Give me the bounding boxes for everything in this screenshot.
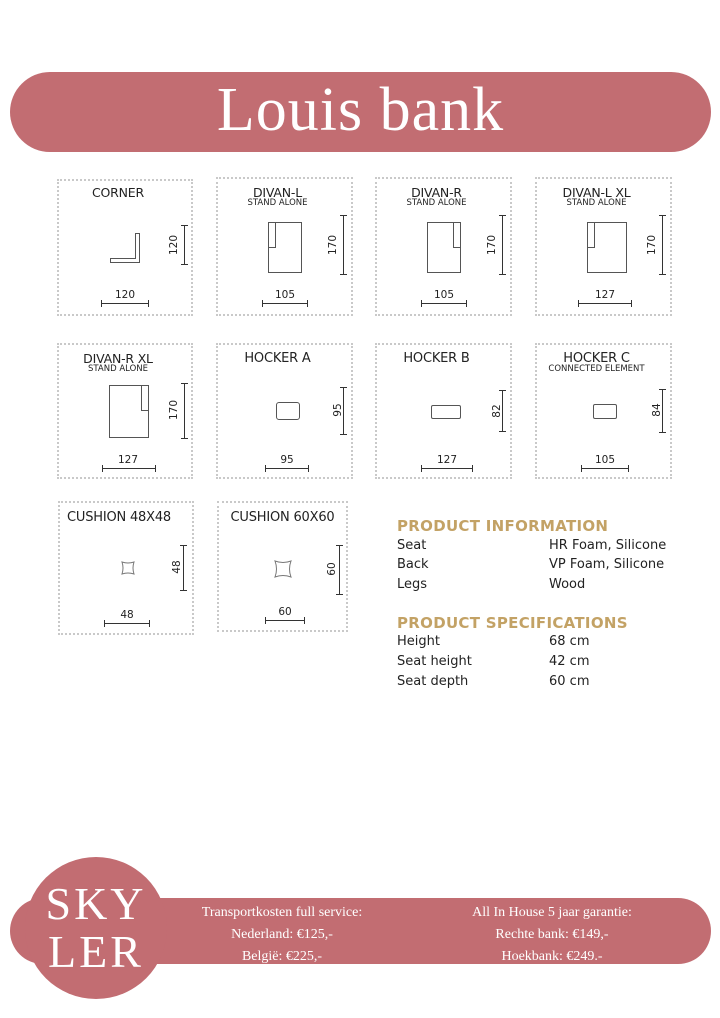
warranty-block — [422, 902, 682, 968]
height-dimension — [662, 215, 663, 275]
info-value-legs: Wood — [549, 577, 586, 592]
element-card-divan-l-xl — [535, 177, 672, 316]
width-dimension — [104, 623, 150, 624]
info-value-seat: HR Foam, Silicone — [549, 538, 667, 553]
height-label: 170 — [168, 399, 180, 421]
divan-r-arm — [453, 222, 461, 248]
width-label: 105 — [594, 454, 616, 466]
info-value-back: VP Foam, Silicone — [549, 557, 665, 572]
skyler-logo — [25, 857, 167, 999]
width-label: 120 — [114, 289, 136, 301]
transport-costs-block — [152, 902, 412, 968]
cushion-60-shape — [274, 560, 292, 578]
width-dimension — [102, 468, 156, 469]
element-subtitle: STAND ALONE — [566, 198, 627, 208]
element-card-hocker-b — [375, 343, 512, 479]
info-label-back: Back — [397, 557, 429, 572]
width-dimension — [421, 303, 467, 304]
width-label: 95 — [280, 454, 294, 466]
height-dimension — [343, 215, 344, 275]
element-card-cushion-48 — [58, 501, 194, 635]
width-label: 48 — [120, 609, 134, 621]
element-card-divan-l — [216, 177, 353, 316]
spec-value-height: 68 cm — [549, 634, 590, 649]
width-dimension — [101, 303, 149, 304]
spec-label-seat-depth: Seat depth — [397, 674, 469, 689]
height-label: 170 — [327, 234, 339, 256]
element-title: DIVAN-L XL — [562, 185, 631, 200]
transport-be: België: €225,- — [241, 949, 323, 964]
title-banner — [10, 72, 711, 152]
element-subtitle: STAND ALONE — [406, 198, 467, 208]
height-dimension — [183, 545, 184, 591]
height-dimension — [184, 225, 185, 265]
element-title: HOCKER B — [403, 351, 470, 366]
hocker-b-shape — [431, 405, 461, 419]
spec-value-seat-depth: 60 cm — [549, 674, 590, 689]
height-label: 60 — [326, 562, 338, 576]
width-dimension — [421, 468, 473, 469]
width-label: 105 — [433, 289, 455, 301]
element-title: DIVAN-R XL — [83, 351, 153, 366]
element-card-divan-r — [375, 177, 512, 316]
width-dimension — [265, 620, 305, 621]
hocker-c-shape — [593, 404, 617, 419]
transport-nl: Nederland: €125,- — [231, 927, 333, 942]
logo-line-1: SKY — [45, 878, 147, 929]
divan-l-xl-arm — [587, 222, 595, 248]
element-title: DIVAN-L — [252, 185, 303, 200]
spec-value-seat-height: 42 cm — [549, 654, 590, 669]
element-title: CUSHION 48X48 — [67, 510, 171, 525]
element-card-hocker-c — [535, 343, 672, 479]
height-label: 170 — [646, 234, 658, 256]
width-dimension — [265, 468, 309, 469]
element-subtitle: CONNECTED ELEMENT — [548, 364, 645, 374]
divan-r-xl-arm — [141, 385, 149, 411]
width-dimension — [578, 303, 632, 304]
cushion-48-shape — [121, 561, 135, 575]
width-label: 60 — [278, 606, 292, 618]
info-label-legs: Legs — [397, 577, 428, 592]
warranty-title: All In House 5 jaar garantie: — [472, 905, 632, 920]
product-specifications-heading: PRODUCT SPECIFICATIONS — [397, 614, 628, 632]
element-subtitle: STAND ALONE — [87, 364, 148, 374]
width-dimension — [262, 303, 308, 304]
height-dimension — [339, 545, 340, 595]
element-title: CORNER — [92, 185, 144, 200]
warranty-corner: Hoekbank: €249.- — [501, 949, 603, 964]
width-label: 127 — [436, 454, 458, 466]
spec-label-height: Height — [397, 634, 440, 649]
hocker-a-shape — [276, 402, 300, 420]
corner-seat-shape — [110, 233, 136, 259]
info-label-seat: Seat — [397, 538, 427, 553]
width-dimension — [581, 468, 629, 469]
height-label: 95 — [332, 403, 344, 417]
width-label: 127 — [117, 454, 139, 466]
element-card-hocker-a — [216, 343, 353, 479]
product-information-heading: PRODUCT INFORMATION — [397, 517, 609, 535]
height-label: 82 — [491, 404, 503, 418]
divan-l-arm — [268, 222, 276, 248]
element-card-divan-r-xl — [57, 343, 193, 479]
element-title: HOCKER C — [563, 351, 630, 366]
element-subtitle: STAND ALONE — [247, 198, 308, 208]
transport-title: Transportkosten full service: — [201, 905, 363, 920]
warranty-straight: Rechte bank: €149,- — [495, 927, 609, 942]
element-title: CUSHION 60X60 — [230, 510, 335, 525]
width-label: 127 — [594, 289, 616, 301]
element-card-cushion-60 — [217, 501, 348, 632]
element-title: HOCKER A — [244, 351, 311, 366]
element-card-corner — [57, 179, 193, 316]
height-dimension — [184, 383, 185, 439]
page-title: Louis bank — [216, 76, 505, 144]
height-dimension — [502, 215, 503, 275]
height-label: 84 — [651, 403, 663, 417]
height-label: 48 — [171, 560, 183, 574]
element-title: DIVAN-R — [411, 185, 462, 200]
logo-line-2: LER — [48, 926, 144, 977]
height-label: 120 — [168, 234, 180, 256]
width-label: 105 — [274, 289, 296, 301]
spec-label-seat-height: Seat height — [397, 654, 472, 669]
height-label: 170 — [486, 234, 498, 256]
